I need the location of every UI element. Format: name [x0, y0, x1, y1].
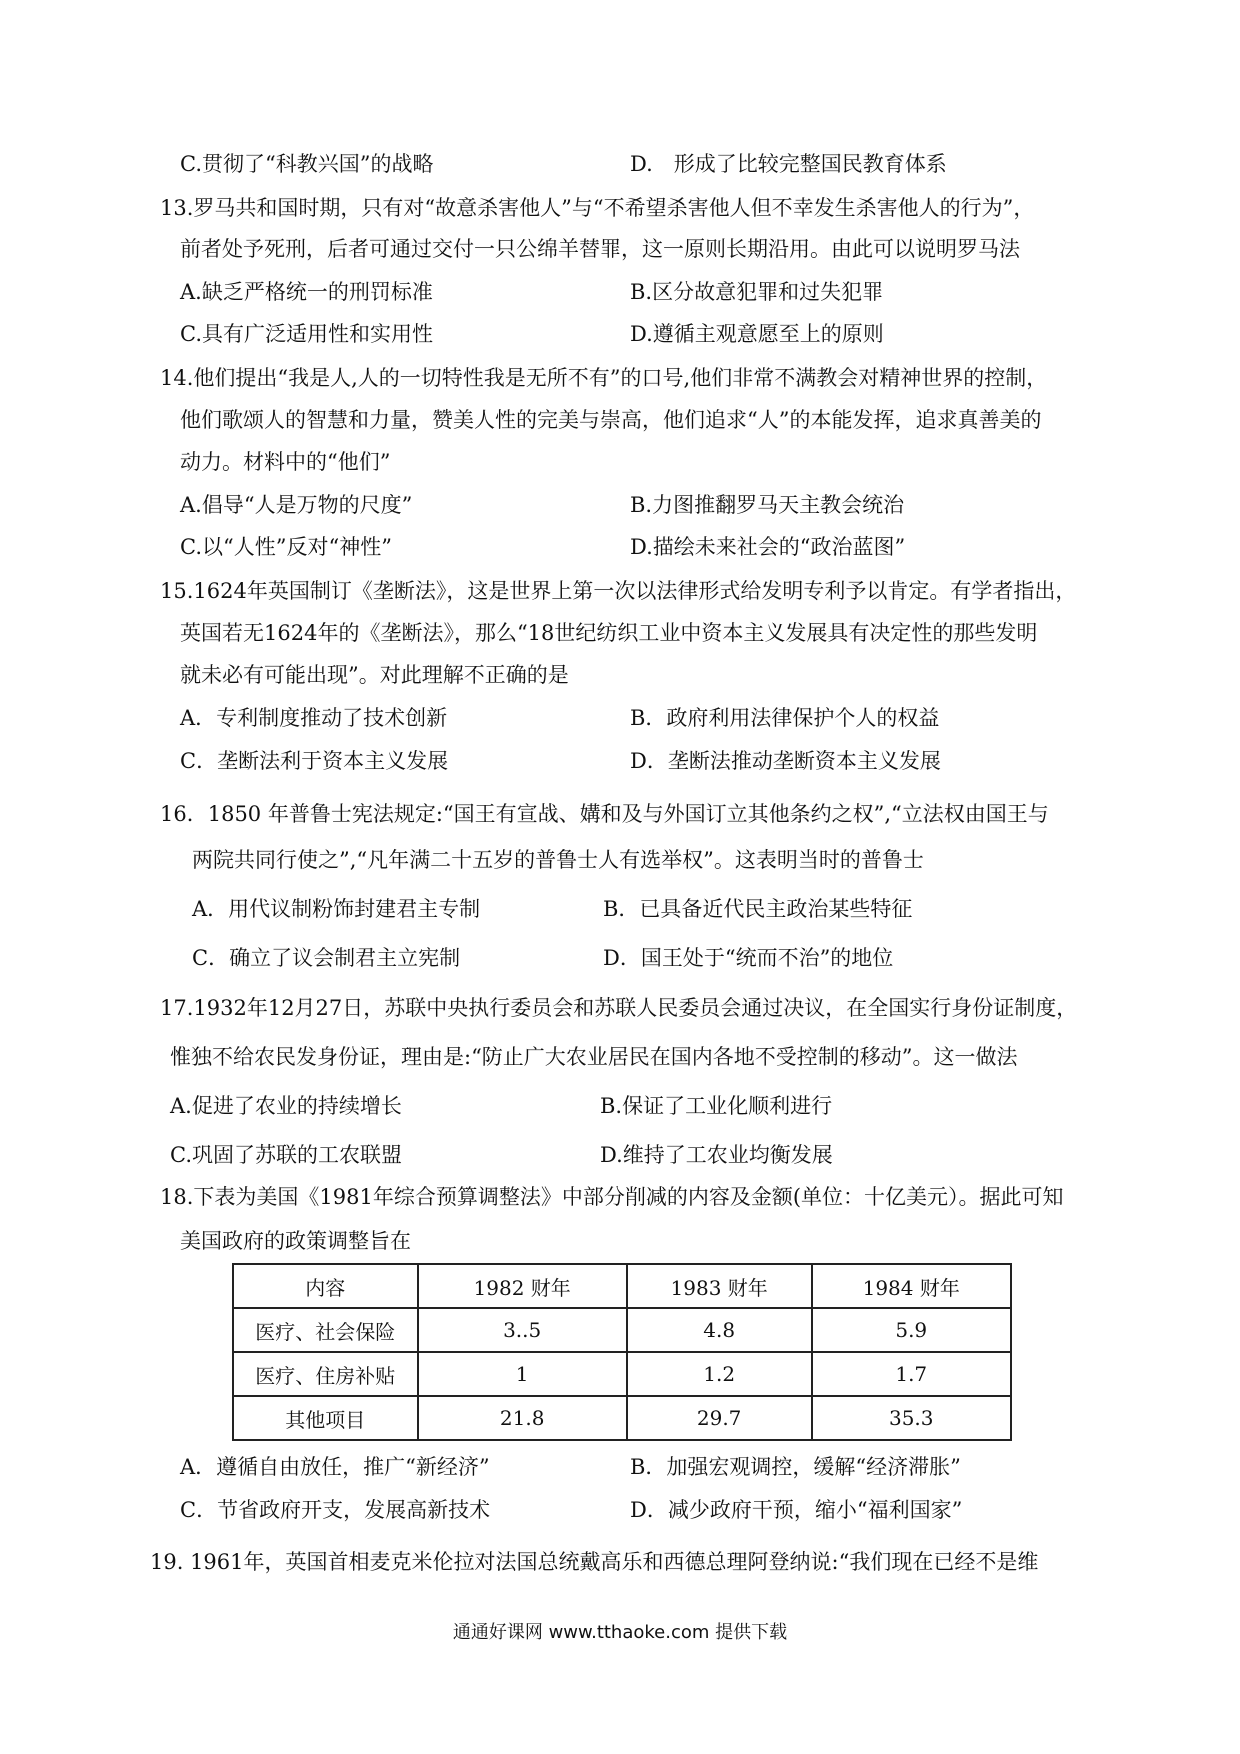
- q14-option-c: C.以“人性”反对“神性”: [180, 535, 392, 559]
- q13-stem-line1: 13.罗马共和国时期，只有对“故意杀害他人”与“不希望杀害他人但不幸发生杀害他人的行为”，: [160, 196, 1035, 220]
- table-cell: 1: [418, 1352, 627, 1396]
- table-header-cell: 内容: [233, 1264, 418, 1308]
- table-cell: 1.7: [812, 1352, 1012, 1396]
- table-cell: 医疗、社会保险: [233, 1308, 418, 1352]
- table-cell: 3..5: [418, 1308, 627, 1352]
- q15-option-b: B．政府利用法律保护个人的权益: [630, 706, 940, 730]
- q14-option-b: B.力图推翻罗马天主教会统治: [630, 493, 905, 517]
- q14-stem-line1: 14.他们提出“我是人,人的一切特性我是无所不有”的口号,他们非常不满教会对精神世界的控制，: [160, 366, 1048, 390]
- q14-stem-line2: 他们歌颂人的智慧和力量，赞美人性的完美与崇高，他们追求“人”的本能发挥，追求真善美的: [180, 408, 1042, 432]
- table-row: [233, 1352, 1011, 1396]
- table-cell: 5.9: [812, 1308, 1012, 1352]
- table-cell: 医疗、住房补贴: [233, 1352, 418, 1396]
- q17-stem-line2: 惟独不给农民发身份证，理由是:“防止广大农业居民在国内各地不受控制的移动”。这一做法: [170, 1045, 1018, 1069]
- q16-stem-line1: 16．1850 年普鲁士宪法规定:“国王有宣战、媾和及与外国订立其他条约之权”,“立法权由国王与: [160, 802, 1049, 826]
- q15-option-d: D．垄断法推动垄断资本主义发展: [630, 749, 941, 773]
- q13-option-b: B.区分故意犯罪和过失犯罪: [630, 280, 884, 304]
- table-cell: 其他项目: [233, 1396, 418, 1440]
- q15-stem-line1: 15.1624年英国制订《垄断法》，这是世界上第一次以法律形式给发明专利予以肯定。有学者指出，: [160, 579, 1077, 603]
- q18-option-c: C．节省政府开支，发展高新技术: [180, 1498, 491, 1522]
- q12-option-d: D. 形成了比较完整国民教育体系: [630, 152, 947, 176]
- q14-option-a: A.倡导“人是万物的尺度”: [180, 493, 413, 517]
- q17-stem-line1: 17.1932年12月27日，苏联中央执行委员会和苏联人民委员会通过决议，在全国实行身份证制度，: [160, 996, 1078, 1020]
- q18-option-b: B．加强宏观调控，缓解“经济滞胀”: [630, 1455, 961, 1479]
- q12-option-c: C.贯彻了“科教兴国”的战略: [180, 152, 434, 176]
- q17-option-c: C.巩固了苏联的工农联盟: [170, 1143, 402, 1167]
- q18-stem-line2: 美国政府的政策调整旨在: [180, 1229, 411, 1253]
- table-row: [233, 1396, 1011, 1440]
- q15-option-c: C．垄断法利于资本主义发展: [180, 749, 449, 773]
- q16-option-d: D．国王处于“统而不治”的地位: [603, 946, 894, 970]
- table-cell: 29.7: [627, 1396, 812, 1440]
- q17-option-d: D.维持了工农业均衡发展: [600, 1143, 833, 1167]
- q18-option-a: A．遵循自由放任，推广“新经济”: [180, 1455, 490, 1479]
- q18-option-d: D．减少政府干预，缩小“福利国家”: [630, 1498, 963, 1522]
- q16-stem-line2: 两院共同行使之”,“凡年满二十五岁的普鲁士人有选举权”。这表明当时的普鲁士: [192, 848, 924, 872]
- q13-option-a: A.缺乏严格统一的刑罚标准: [180, 280, 433, 304]
- q15-stem-line2: 英国若无1624年的《垄断法》，那么“18世纪纺织工业中资本主义发展具有决定性的那些发明: [180, 621, 1038, 645]
- table-header-cell: 1984 财年: [812, 1264, 1012, 1308]
- table-cell: 1.2: [627, 1352, 812, 1396]
- table-row: [233, 1308, 1011, 1352]
- q13-option-c: C.具有广泛适用性和实用性: [180, 322, 433, 346]
- q13-stem-line2: 前者处予死刑，后者可通过交付一只公绵羊替罪，这一原则长期沿用。由此可以说明罗马法: [180, 237, 1020, 261]
- page-footer: 通通好课网 www.tthaoke.com 提供下载: [452, 1622, 788, 1643]
- q17-option-a: A.促进了农业的持续增长: [170, 1094, 402, 1118]
- table-cell: 21.8: [418, 1396, 627, 1440]
- q15-stem-line3: 就未必有可能出现”。对此理解不正确的是: [180, 663, 569, 687]
- q14-option-d: D.描绘未来社会的“政治蓝图”: [630, 535, 906, 559]
- q16-option-b: B．已具备近代民主政治某些特征: [603, 897, 913, 921]
- budget-cut-table: [232, 1263, 1012, 1441]
- q16-option-c: C．确立了议会制君主立宪制: [192, 946, 461, 970]
- q14-stem-line3: 动力。材料中的“他们”: [180, 450, 391, 474]
- q17-option-b: B.保证了工业化顺利进行: [600, 1094, 833, 1118]
- table-cell: 35.3: [812, 1396, 1012, 1440]
- table-header-cell: 1983 财年: [627, 1264, 812, 1308]
- q15-option-a: A．专利制度推动了技术创新: [180, 706, 448, 730]
- table-cell: 4.8: [627, 1308, 812, 1352]
- q19-stem-line1: 19. 1961年，英国首相麦克米伦拉对法国总统戴高乐和西德总理阿登纳说:“我们现在已经不是维: [150, 1550, 1039, 1574]
- table-header-row: [233, 1264, 1011, 1308]
- q18-stem-line1: 18.下表为美国《1981年综合预算调整法》中部分削减的内容及金额(单位：十亿美元）。据此可知: [160, 1185, 1064, 1209]
- table-header-cell: 1982 财年: [418, 1264, 627, 1308]
- q16-option-a: A．用代议制粉饰封建君主专制: [192, 897, 481, 921]
- q13-option-d: D.遵循主观意愿至上的原则: [630, 322, 884, 346]
